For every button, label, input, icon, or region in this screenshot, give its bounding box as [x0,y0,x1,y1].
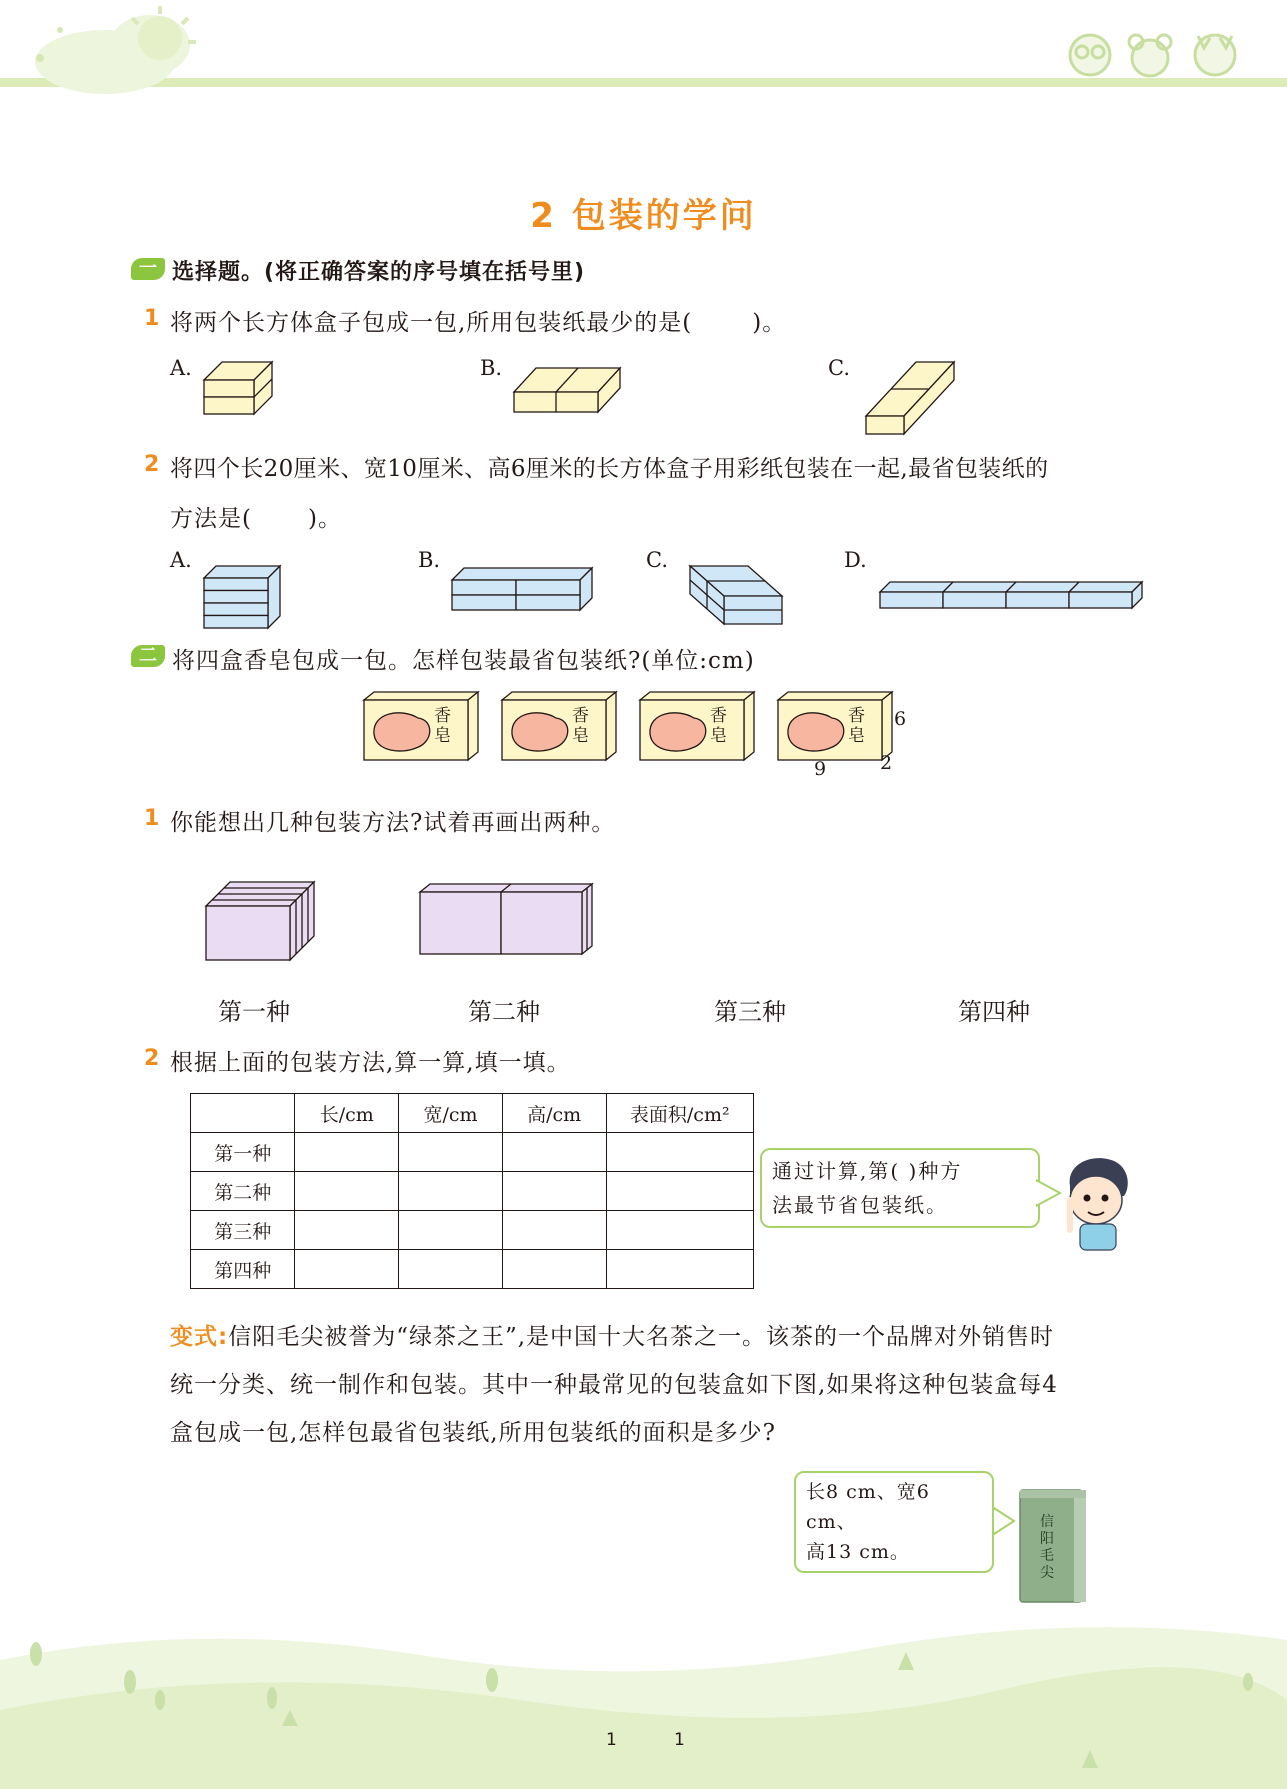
question-number-1-2: 2 [144,452,160,477]
answer-cell[interactable] [502,1211,606,1250]
soap-box-4 [776,690,896,762]
table-header-cell: 表面积/cm² [606,1094,753,1133]
method-caption-3: 第三种 [714,998,786,1026]
answer-cell[interactable] [606,1172,753,1211]
option-label-a: A. [170,356,192,380]
boy-character-illustration [1056,1152,1136,1252]
answer-cell[interactable] [606,1211,753,1250]
answer-cell[interactable] [606,1133,753,1172]
question-text-2-1: 你能想出几种包装方法?试着再画出两种。 [170,810,616,836]
header-decoration [0,0,1287,110]
speech-bubble-tail [994,1506,1016,1536]
soap-box-3 [638,690,758,762]
page-number-left: 1 [606,1730,617,1750]
section-heading-1: 选择题。(将正确答案的序号填在括号里) [172,260,586,285]
table-header-cell: 高/cm [502,1094,606,1133]
question-number-2-2: 2 [144,1046,160,1071]
option-label-b: B. [418,548,441,572]
two-box-side-by-side-b [510,364,625,416]
method-caption-1: 第一种 [218,998,290,1026]
soap-label-3: 香 皂 [710,706,727,746]
table-header-cell [191,1094,295,1133]
question-text-1-2-line2: 方法是( )。 [170,506,342,532]
variant-line-2: 统一分类、统一制作和包装。其中一种最常见的包装盒如下图,如果将这种包装盒每4 [170,1372,1058,1398]
table-header-cell: 宽/cm [399,1094,503,1133]
four-box-row-d [876,578,1146,612]
four-box-2x2-flat-b [448,566,598,616]
section-badge-1: 一 [131,258,165,280]
answer-cell[interactable] [295,1172,399,1211]
question-text-2-2: 根据上面的包装方法,算一算,填一填。 [170,1050,571,1076]
footer-landscape-decoration [0,1600,1287,1789]
page-number-right: 1 [674,1730,685,1750]
answer-cell[interactable] [502,1250,606,1289]
answer-cell[interactable] [399,1172,503,1211]
option-label-d: D. [844,548,867,572]
answer-cell[interactable] [399,1133,503,1172]
question-text-1-1: 将两个长方体盒子包成一包,所用包装纸最少的是( )。 [170,310,787,336]
row-label: 第三种 [191,1211,295,1250]
soap-box-1 [362,690,482,762]
dimension-length: 9 [814,758,827,780]
question-text-1-2-line1: 将四个长20厘米、宽10厘米、高6厘米的长方体盒子用彩纸包装在一起,最省包装纸的 [170,456,1049,482]
option-label-c: C. [646,548,668,572]
packing-method-2-drawing [416,882,596,958]
soap-box-2 [500,690,620,762]
answer-cell[interactable] [399,1211,503,1250]
answer-cell[interactable] [399,1250,503,1289]
answer-cell[interactable] [295,1250,399,1289]
answer-cell[interactable] [502,1172,606,1211]
answer-cell[interactable] [606,1250,753,1289]
table-row [191,1172,754,1211]
page-title: 2 包装的学问 [530,196,757,236]
two-box-stack-a [200,356,280,426]
variant-line-3: 盒包成一包,怎样包最省包装纸,所用包装纸的面积是多少? [170,1420,776,1446]
option-label-c: C. [828,356,850,380]
dimension-height: 6 [894,708,907,730]
answer-cell[interactable] [295,1133,399,1172]
speech-bubble-tea-dimensions: 长8 cm、宽6 cm、 高13 cm。 [794,1471,994,1573]
row-label: 第二种 [191,1172,295,1211]
soap-label-2: 香 皂 [572,706,589,746]
answer-cell[interactable] [502,1133,606,1172]
answer-cell[interactable] [295,1211,399,1250]
speech-bubble-answer: 通过计算,第( )种方 法最节省包装纸。 [760,1148,1040,1228]
two-box-end-to-end-c [862,358,962,438]
section-heading-2: 将四盒香皂包成一包。怎样包装最省包装纸?(单位:cm) [172,648,755,674]
variant-label: 变式: [170,1324,229,1350]
soap-label-1: 香 皂 [434,706,451,746]
option-label-b: B. [480,356,503,380]
animal-faces-decoration [1070,35,1235,76]
surface-area-table [190,1093,754,1289]
method-caption-2: 第二种 [468,998,540,1026]
table-header-cell: 长/cm [295,1094,399,1133]
section-badge-2: 二 [131,645,165,667]
table-row [191,1250,754,1289]
soap-label-4: 香 皂 [848,706,865,746]
variant-line-1: 变式:信阳毛尖被誉为“绿茶之王”,是中国十大名茶之一。该茶的一个品牌对外销售时 [170,1324,1055,1350]
four-box-stack-a [200,562,285,632]
option-label-a: A. [170,548,192,572]
row-label: 第一种 [191,1133,295,1172]
method-caption-4: 第四种 [958,998,1030,1026]
packing-method-1-drawing [202,878,322,964]
table-row [191,1133,754,1172]
tea-box-label: 信阳毛尖 [1040,1514,1054,1581]
question-number-2-1: 1 [144,806,160,831]
dimension-width: 2 [880,752,893,774]
four-box-2x2-deep-c [686,562,786,626]
table-header-row [191,1094,754,1133]
question-number-1-1: 1 [144,306,160,331]
row-label: 第四种 [191,1250,295,1289]
table-row [191,1211,754,1250]
